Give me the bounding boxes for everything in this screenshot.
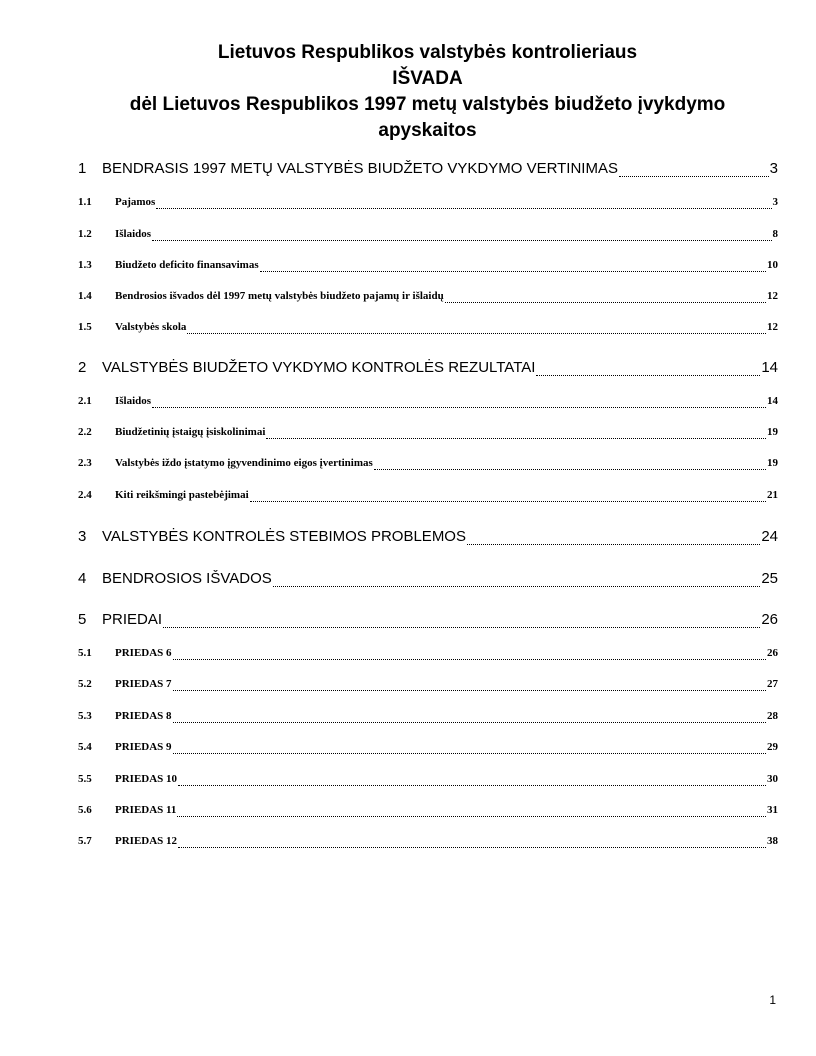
toc-page: 29 bbox=[767, 741, 778, 753]
title-line-3: dėl Lietuvos Respublikos 1997 metų valstybės biudžeto įvykdymo bbox=[129, 94, 726, 115]
toc-number: 5.5 bbox=[78, 773, 92, 785]
toc-number: 5 bbox=[78, 611, 87, 628]
toc-page: 3 bbox=[772, 196, 778, 208]
toc-label: Biudžetinių įstaigų įsiskolinimai bbox=[115, 426, 266, 438]
toc-entry-2[interactable] bbox=[78, 359, 778, 379]
toc-leader bbox=[163, 627, 760, 628]
toc-label: PRIEDAS 8 bbox=[115, 710, 172, 722]
toc-label: Bendrosios išvados dėl 1997 metų valstybės biudžeto pajamų ir išlaidų bbox=[115, 290, 444, 302]
toc-label: PRIEDAS 10 bbox=[115, 773, 178, 785]
toc-entry-1-2[interactable] bbox=[78, 228, 778, 243]
toc-leader bbox=[152, 407, 766, 408]
toc-entry-1-1[interactable] bbox=[78, 196, 778, 211]
toc-entry-2-3[interactable] bbox=[78, 457, 778, 472]
toc-number: 2.1 bbox=[78, 395, 92, 407]
toc-page: 24 bbox=[761, 528, 778, 545]
toc-number: 1 bbox=[78, 160, 87, 177]
toc-number: 3 bbox=[78, 528, 87, 545]
toc-leader bbox=[619, 176, 769, 177]
toc-label: PRIEDAI bbox=[102, 611, 163, 628]
toc-leader bbox=[467, 544, 760, 545]
toc-label: VALSTYBĖS BIUDŽETO VYKDYMO KONTROLĖS REZULTATAI bbox=[102, 359, 536, 376]
toc-label: Valstybės iždo įstatymo įgyvendinimo eigos įvertinimas bbox=[115, 457, 373, 469]
toc-number: 1.4 bbox=[78, 290, 92, 302]
toc-leader bbox=[187, 333, 766, 334]
toc-number: 1.5 bbox=[78, 321, 92, 333]
toc-number: 1.3 bbox=[78, 259, 92, 271]
toc-leader bbox=[152, 240, 771, 241]
toc-page: 8 bbox=[772, 228, 778, 240]
toc-label: VALSTYBĖS KONTROLĖS STEBIMOS PROBLEMOS bbox=[102, 528, 466, 545]
toc-number: 5.6 bbox=[78, 804, 92, 816]
toc-entry-5-7[interactable] bbox=[78, 835, 778, 850]
toc-leader bbox=[374, 469, 766, 470]
toc-entry-5[interactable] bbox=[78, 611, 778, 631]
toc-number: 5.3 bbox=[78, 710, 92, 722]
toc-page: 10 bbox=[767, 259, 778, 271]
toc-entry-5-5[interactable] bbox=[78, 773, 778, 788]
toc-label: Išlaidos bbox=[115, 228, 152, 240]
toc-entry-5-2[interactable] bbox=[78, 678, 778, 693]
toc-page: 28 bbox=[767, 710, 778, 722]
title-line-4: apyskaitos bbox=[378, 120, 477, 141]
toc-entry-5-6[interactable] bbox=[78, 804, 778, 819]
toc-page: 3 bbox=[769, 160, 778, 177]
toc-number: 2.2 bbox=[78, 426, 92, 438]
toc-label: BENDROSIOS IŠVADOS bbox=[102, 570, 272, 587]
toc-leader bbox=[173, 722, 766, 723]
toc-label: PRIEDAS 7 bbox=[115, 678, 172, 690]
toc-entry-3[interactable] bbox=[78, 528, 778, 548]
toc-number: 1.1 bbox=[78, 196, 92, 208]
toc-number: 5.2 bbox=[78, 678, 92, 690]
toc-entry-1[interactable] bbox=[78, 160, 778, 180]
toc-leader bbox=[173, 753, 766, 754]
toc-leader bbox=[260, 271, 766, 272]
toc-leader bbox=[178, 847, 766, 848]
toc-page: 21 bbox=[767, 489, 778, 501]
toc-entry-2-1[interactable] bbox=[78, 395, 778, 410]
toc-entry-5-4[interactable] bbox=[78, 741, 778, 756]
toc-label: Biudžeto deficito finansavimas bbox=[115, 259, 259, 271]
toc-leader bbox=[178, 785, 766, 786]
toc-page: 30 bbox=[767, 773, 778, 785]
toc-page: 14 bbox=[767, 395, 778, 407]
toc-page: 14 bbox=[761, 359, 778, 376]
toc-entry-1-3[interactable] bbox=[78, 259, 778, 274]
toc-entry-1-5[interactable] bbox=[78, 321, 778, 336]
toc-page: 19 bbox=[767, 426, 778, 438]
toc-number: 1.2 bbox=[78, 228, 92, 240]
toc-page: 12 bbox=[767, 290, 778, 302]
toc-page: 12 bbox=[767, 321, 778, 333]
toc-label: Valstybės skola bbox=[115, 321, 187, 333]
title-line-1: Lietuvos Respublikos valstybės kontrolieriaus bbox=[217, 42, 638, 63]
toc-label: Kiti reikšmingi pastebėjimai bbox=[115, 489, 249, 501]
title-line-2: IŠVADA bbox=[392, 68, 463, 89]
toc-leader bbox=[266, 438, 766, 439]
toc-number: 5.4 bbox=[78, 741, 92, 753]
toc-leader bbox=[536, 375, 760, 376]
toc-number: 5.1 bbox=[78, 647, 92, 659]
toc-page: 26 bbox=[761, 611, 778, 628]
toc-page: 26 bbox=[767, 647, 778, 659]
toc-label: PRIEDAS 6 bbox=[115, 647, 172, 659]
toc-leader bbox=[250, 501, 766, 502]
toc-label: Išlaidos bbox=[115, 395, 152, 407]
toc-entry-2-4[interactable] bbox=[78, 489, 778, 504]
toc-page: 27 bbox=[767, 678, 778, 690]
toc-page: 31 bbox=[767, 804, 778, 816]
toc-leader bbox=[273, 586, 761, 587]
toc-number: 4 bbox=[78, 570, 87, 587]
toc-leader bbox=[156, 208, 771, 209]
toc-leader bbox=[173, 659, 766, 660]
toc-page: 38 bbox=[767, 835, 778, 847]
toc-leader bbox=[445, 302, 766, 303]
page-number: 1 bbox=[769, 993, 776, 1007]
toc-label: BENDRASIS 1997 METŲ VALSTYBĖS BIUDŽETO VYKDYMO VERTINIMAS bbox=[102, 160, 618, 177]
toc-page: 19 bbox=[767, 457, 778, 469]
toc-entry-2-2[interactable] bbox=[78, 426, 778, 441]
toc-label: PRIEDAS 9 bbox=[115, 741, 172, 753]
toc-page: 25 bbox=[761, 570, 778, 587]
toc-entry-5-1[interactable] bbox=[78, 647, 778, 662]
toc-entry-1-4[interactable] bbox=[78, 290, 778, 305]
toc-leader bbox=[177, 816, 766, 817]
toc-number: 2 bbox=[78, 359, 87, 376]
toc-entry-5-3[interactable] bbox=[78, 710, 778, 725]
toc-leader bbox=[173, 690, 766, 691]
toc-label: PRIEDAS 11 bbox=[115, 804, 177, 816]
toc-label: PRIEDAS 12 bbox=[115, 835, 178, 847]
toc-number: 2.3 bbox=[78, 457, 92, 469]
toc-label: Pajamos bbox=[115, 196, 156, 208]
toc-number: 2.4 bbox=[78, 489, 92, 501]
toc-number: 5.7 bbox=[78, 835, 92, 847]
toc-entry-4[interactable] bbox=[78, 570, 778, 590]
